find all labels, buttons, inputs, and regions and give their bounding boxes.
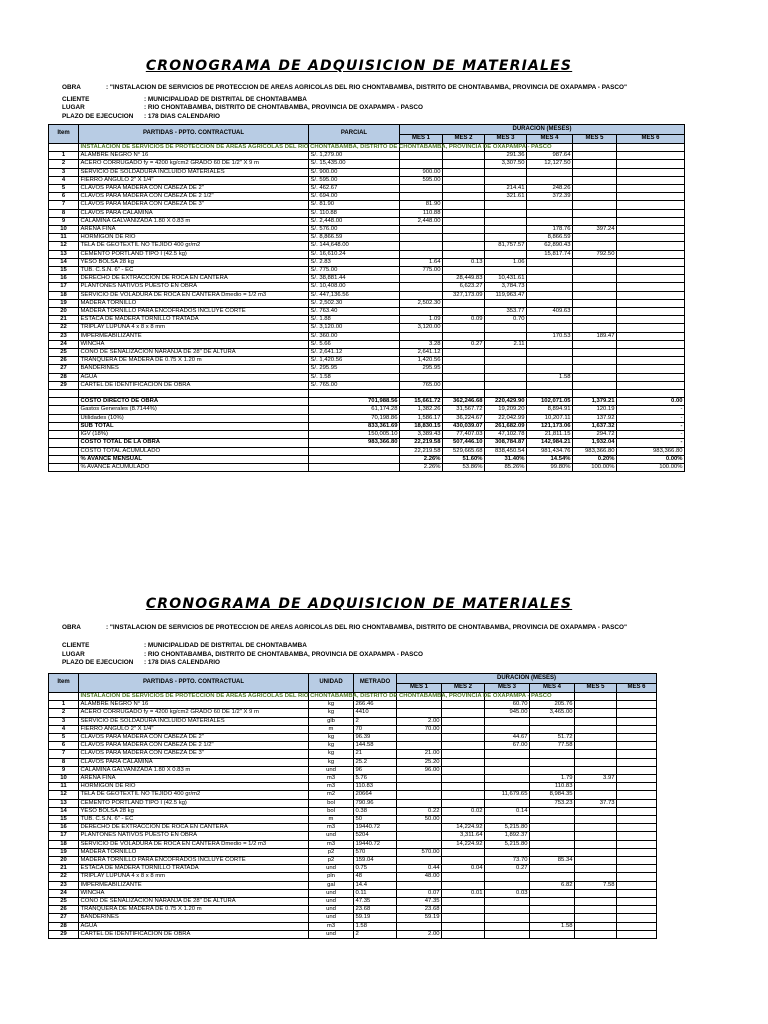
header-month: MES 2	[443, 134, 485, 144]
table-row: 20 MADERA TORNILLO PARA ENCOFRADOS INCLUYE CORTE p2 159.04 73.70 85.34	[49, 857, 657, 865]
summary-row: % AVANCE ACUMULADO 2.26% 53.86% 85.26% 99.80% 100.00% 100.00%	[49, 463, 685, 471]
page-title: CRONOGRAMA DE ADQUISICION DE MATERIALES	[145, 58, 573, 74]
table-row: 22 TRIPLAY LUPUNA 4 x 8 x 8 mm pln 48 48.00	[49, 873, 657, 881]
table-row: 16 DERECHO DE EXTRACCION DE ROCA EN CANTERA S/. 38,881.44 28,449.83 10,431.61	[49, 275, 685, 283]
table-row: 12 TELA DE GEOTEXTIL NO TEJIDO 400 gr/m2 S/. 144,648.00 81,757.57 62,890.43	[49, 242, 685, 250]
summary-row: Utilidades (10%) 70,198.86 1,586.17 36,224.67 22,042.99 10,207.11 137.92 -	[49, 414, 685, 422]
header-month: MES 6	[617, 683, 657, 693]
schedule-cost-sheet: CRONOGRAMA DE ADQUISICION DE MATERIALES OBRA : "INSTALACION DE SERVICIOS DE PROTECCION DE AREAS AGRICOLAS DEL RIO CHONTABAMBA, DISTRITO DE CHONTABAMBA, PROVINCIA DE OXAPAMPA - PASCO" CLIENTE : MUNICIPALIDAD DE DISTRITAL DE CHONTABAMBA LUGAR : RIO CHONTABAMBA, DISTRITO DE CHONTABAMBA, PROVINCIA DE OXAPAMPA - PASCO PLAZO DE EJECUCION : 178 DIAS CALENDARIO Item PARTIDAS - PPTO. CONTRACTUAL PARCIAL DURACION (MESES) MES 1 MES 2 MES 3 MES 4 MES 5 MES 6 INSTALACION DE SERVICIOS DE PROTECCION DE AREAS AGRICOLAS DEL RIO CHONTABAMBA, DISTRITO DE CHONTABAMBA, PROVINCIA DE OXAPAMPA - PASCO 1 ALAMBRE NEGRO N° 16 S/. 1,279.00 291.36 987.64 2 ACERO CORRUGADO fy = 4200 kg/cm2 GRADO 60 DE 1/2" X 9 m S/. 15,435.00 3,307.50 12,127.50 3 SERVICIO DE SOLDADURA INCLUIDO MATERIALES S/. 900.00 900.00 4 FIERRO ANGULO 2" X 1/4" S/. 595.00 595.00 5 CLAVOS PARA MADERA CON CABEZA DE 2" S/. 462.67 214.41 248.26 6 CLAVOS PARA MADERA CON CABEZA DE 2 1/2" S/. 694.00 321.61 372.39 7 CLAVOS PARA MADERA CON CABEZA DE 3" S/. 81.90 81.90 8 CLAVOS PARA CALAMINA S/. 110.88 110.88 9 CALAMINA GALVANIZADA 1.80 X 0.83 m S/. 2,448.00 2,448.00 10 ARENA FINA S/. 576.00 178.76 397.24 11 HORMIGON DE RIO S/. 8,866.59 8,866.59 12 TELA DE GEOTEXTIL NO TEJIDO 400 gr/m2 S/. 144,648.00 81,757.57 62,890.43 13 CEMENTO PORTLAND TIPO I (42.5 kg) S/. 16,610.24 15,817.74 792.50 14 YESO BOLSA 28 kg S/. 2.83 1.64 0.13 1.06 15 TUB. C.S.N. 6" - EC S/. 775.00 775.00 16 DERECHO DE EXTRACCION DE ROCA EN CANTERA S/. 38,881.44 28,449.83 10,431.61 17 PLANTONES NATIVOS PUESTO EN OBRA S/. 10,408.00 6,623.27 3,784.73 18 SERVICIO DE VOLADURA DE ROCA EN CANTERA Dmedio = 1/2 m3 S/. 447,136.56 327,173.09 119,963.47 19 MADERA TORNILLO S/. 2,502.30 2,502.30 20 MADERA TORNILLO PARA ENCOFRADOS INCLUYE CORTE S/. 763.40 353.77 409.63 21 ESTACA DE MADERA TORNILLO TRATADA S/. 1.88 1.09 0.09 0.70 22 TRIPLAY LUPUNA 4 x 8 x 8 mm S/. 3,120.00 3,120.00 23 IMPERMEABILIZANTE S/. 360.00 170.53 189.47 24 WINCHA S/. 5.66 3.28 0.27 2.11 25 CONO DE SENALIZACION NARANJA DE 28" DE ALTURA S/. 2,641.12 2,641.12 26 TRANQUERA DE MADERA DE 0.75 X 1.20 m S/. 1,420.56 1,420.56 27 BANDERINES S/. 295.95 295.95 28 AGUA S/. 1.58 1.58 29 CARTEL DE IDENTIFICACION DE OBRA S/. 765.00 765.00 COSTO DIRECTO DE OBRA 701,988.56 15,661.72 362,246.68 220,429.90 102,071.05 1,379.21 0.00 Gastos Generales (8.7144%) 61,174.28 1,382.26 31,567.72 19,209.20 8,894.91 120.19 - Utilidades (10%) 70,198.86 1,586.17 36,224.67 22,042.99 10,207.11 137.92 - SUB TOTAL 833,361.69 18,830.15 430,039.07 261,682.09 121,173.06 1,637.32 - IGV (18%) 150,005.10 3,389.43 77,407.03 47,102.78 21,811.15 294.72 - COSTO TOTAL DE LA OBRA 983,366.80 22,219.58 507,446.10 308,784.87 142,984.21 1,932.04 - COSTO TOTAL ACUMULADO 22,219.58 529,665.68 838,450.54 981,434.76 983,366.80 983,366.80 % AVANCE MENSUAL 2.26% 51.60% 31.40% 14.54% 0.20% 0.00% % AVANCE ACUMULADO 2.26% 53.86% 85.26% 99.80% 100.00% 100.00%	[0, 0, 768, 500]
table-row: 26 TRANQUERA DE MADERA DE 0.75 X 1.20 m und 23.68 23.68	[49, 906, 657, 914]
header-item: Item	[49, 125, 79, 144]
table-row: 2 ACERO CORRUGADO fy = 4200 kg/cm2 GRADO 60 DE 1/2" X 9 m S/. 15,435.00 3,307.50 12,127.50	[49, 160, 685, 168]
table-row: 8 CLAVOS PARA CALAMINA S/. 110.88 110.88	[49, 209, 685, 217]
table-row: 7 CLAVOS PARA MADERA CON CABEZA DE 3" S/. 81.90 81.90	[49, 201, 685, 209]
summary-row: Gastos Generales (8.7144%) 61,174.28 1,382.26 31,567.72 19,209.20 8,894.91 120.19 -	[49, 406, 685, 414]
table-row: 9 CALAMINA GALVANIZADA 1.80 X 0.83 m S/. 2,448.00 2,448.00	[49, 217, 685, 225]
summary-row: SUB TOTAL 833,361.69 18,830.15 430,039.07 261,682.09 121,173.06 1,637.32 -	[49, 422, 685, 430]
header-month: MES 4	[530, 683, 575, 693]
header-month: MES 5	[573, 134, 617, 144]
summary-row: % AVANCE MENSUAL 2.26% 51.60% 31.40% 14.54% 0.20% 0.00%	[49, 455, 685, 463]
table-row: 12 TELA DE GEOTEXTIL NO TEJIDO 400 gr/m2 m2 20664 11,679.65 8,984.35	[49, 791, 657, 799]
table-row: 3 SERVICIO DE SOLDADURA INCLUIDO MATERIALES glb 2 2.00	[49, 717, 657, 725]
table-row: 11 HORMIGON DE RIO S/. 8,866.59 8,866.59	[49, 234, 685, 242]
quantity-schedule-table	[48, 673, 657, 939]
table-row: 17 PLANTONES NATIVOS PUESTO EN OBRA und 5204 3,311.64 1,892.37	[49, 832, 657, 840]
table-row: 21 ESTACA DE MADERA TORNILLO TRATADA und 0.75 0.44 0.04 0.27	[49, 865, 657, 873]
table-row: 1 ALAMBRE NEGRO N° 16 kg 266.46 60.70 205.76	[49, 701, 657, 709]
page-title: CRONOGRAMA DE ADQUISICION DE MATERIALES	[145, 596, 573, 612]
project-description-row	[49, 693, 657, 701]
table-row: 27 BANDERINES und 59.19 59.19	[49, 914, 657, 922]
header-month: MES 6	[617, 134, 685, 144]
table-row: 19 MADERA TORNILLO S/. 2,502.30 2,502.30	[49, 299, 685, 307]
table-row: 27 BANDERINES S/. 295.95 295.95	[49, 365, 685, 373]
header-item: Item	[49, 674, 79, 693]
table-row: 14 YESO BOLSA 28 kg S/. 2.83 1.64 0.13 1.06	[49, 258, 685, 266]
summary-row: COSTO TOTAL ACUMULADO 22,219.58 529,665.68 838,450.54 981,434.76 983,366.80 983,366.80	[49, 447, 685, 455]
header-month: MES 2	[442, 683, 485, 693]
header-duracion: DURACION (MESES)	[400, 125, 685, 135]
header-parcial: PARCIAL	[309, 125, 400, 144]
table-row: 23 IMPERMEABILIZANTE S/. 360.00 170.53 189.47	[49, 332, 685, 340]
table-row: 24 WINCHA S/. 5.66 3.28 0.27 2.11	[49, 340, 685, 348]
table-row: 6 CLAVOS PARA MADERA CON CABEZA DE 2 1/2" S/. 694.00 321.61 372.39	[49, 193, 685, 201]
summary-row: COSTO TOTAL DE LA OBRA 983,366.80 22,219.58 507,446.10 308,784.87 142,984.21 1,932.04 -	[49, 439, 685, 447]
table-row: 18 SERVICIO DE VOLADURA DE ROCA EN CANTERA Dmedio = 1/2 m3 m3 19440.72 14,224.92 5,215.80	[49, 840, 657, 848]
table-row: 10 ARENA FINA S/. 576.00 178.76 397.24	[49, 226, 685, 234]
table-row: 21 ESTACA DE MADERA TORNILLO TRATADA S/. 1.88 1.09 0.09 0.70	[49, 316, 685, 324]
header-month: MES 1	[400, 134, 443, 144]
cost-schedule-table	[48, 124, 685, 472]
summary-row: COSTO DIRECTO DE OBRA 701,988.56 15,661.72 362,246.68 220,429.90 102,071.05 1,379.21 0.00	[49, 398, 685, 406]
schedule-quantity-sheet: CRONOGRAMA DE ADQUISICION DE MATERIALES OBRA : "INSTALACION DE SERVICIOS DE PROTECCION DE AREAS AGRICOLAS DEL RIO CHONTABAMBA, DISTRITO DE CHONTABAMBA, PROVINCIA DE OXAPAMPA - PASCO" CLIENTE : MUNICIPALIDAD DE DISTRITAL DE CHONTABAMBA LUGAR : RIO CHONTABAMBA, DISTRITO DE CHONTABAMBA, PROVINCIA DE OXAPAMPA - PASCO PLAZO DE EJECUCION : 178 DIAS CALENDARIO Item PARTIDAS - PPTO. CONTRACTUAL UNIDAD METRADO DURACION (MESES) MES 1 MES 2 MES 3 MES 4 MES 5 MES 6 INSTALACION DE SERVICIOS DE PROTECCION DE AREAS AGRICOLAS DEL RIO CHONTABAMBA, DISTRITO DE CHONTABAMBA, PROVINCIA DE OXAPAMPA - PASCO 1 ALAMBRE NEGRO N° 16 kg 266.46 60.70 205.76 2 ACERO CORRUGADO fy = 4200 kg/cm2 GRADO 60 DE 1/2" X 9 m kg 4410 945.00 3,465.00 3 SERVICIO DE SOLDADURA INCLUIDO MATERIALES glb 2 2.00 4 FIERRO ANGULO 2" X 1/4" m 70 70.00 5 CLAVOS PARA MADERA CON CABEZA DE 2" kg 96.39 44.67 51.72 6 CLAVOS PARA MADERA CON CABEZA DE 2 1/2" kg 144.58 67.00 77.58 7 CLAVOS PARA MADERA CON CABEZA DE 3" kg 21 21.00 8 CLAVOS PARA CALAMINA kg 25.2 25.20 9 CALAMINA GALVANIZADA 1.80 X 0.83 m und 96 96.00 10 ARENA FINA m3 5.76 1.79 3.97 11 HORMIGON DE RIO m3 110.83 110.83 12 TELA DE GEOTEXTIL NO TEJIDO 400 gr/m2 m2 20664 11,679.65 8,984.35 13 CEMENTO PORTLAND TIPO I (42.5 kg) bol 790.96 753.23 37.73 14 YESO BOLSA 28 kg bol 0.38 0.22 0.02 0.14 15 TUB. C.S.N. 6" - EC m 50 50.00 16 DERECHO DE EXTRACCION DE ROCA EN CANTERA m3 19440.72 14,224.92 5,215.80 17 PLANTONES NATIVOS PUESTO EN OBRA und 5204 3,311.64 1,892.37 18 SERVICIO DE VOLADURA DE ROCA EN CANTERA Dmedio = 1/2 m3 m3 19440.72 14,224.92 5,215.80 19 MADERA TORNILLO p2 570 570.00 20 MADERA TORNILLO PARA ENCOFRADOS INCLUYE CORTE p2 159.04 73.70 85.34 21 ESTACA DE MADERA TORNILLO TRATADA und 0.75 0.44 0.04 0.27 22 TRIPLAY LUPUNA 4 x 8 x 8 mm pln 48 48.00 23 IMPERMEABILIZANTE gal 14.4 6.82 7.58 24 WINCHA und 0.11 0.07 0.01 0.03 25 CONO DE SENALIZACION NARANJA DE 28" DE ALTURA und 47.35 47.35 26 TRANQUERA DE MADERA DE 0.75 X 1.20 m und 23.68 23.68 27 BANDERINES und 59.19 59.19 28 AGUA m3 1.58 1.58 29 CARTEL DE IDENTIFICACION DE OBRA und 2 2.00	[0, 500, 768, 1024]
table-row: 13 CEMENTO PORTLAND TIPO I (42.5 kg) S/. 16,610.24 15,817.74 792.50	[49, 250, 685, 258]
table-row: 25 CONO DE SENALIZACION NARANJA DE 28" DE ALTURA und 47.35 47.35	[49, 898, 657, 906]
header-month: MES 5	[575, 683, 617, 693]
table-row: 15 TUB. C.S.N. 6" - EC S/. 775.00 775.00	[49, 267, 685, 275]
table-row: 10 ARENA FINA m3 5.76 1.79 3.97	[49, 775, 657, 783]
table-row: 26 TRANQUERA DE MADERA DE 0.75 X 1.20 m S/. 1,420.56 1,420.56	[49, 357, 685, 365]
table-row: 25 CONO DE SENALIZACION NARANJA DE 28" DE ALTURA S/. 2,641.12 2,641.12	[49, 349, 685, 357]
table-row: 28 AGUA m3 1.58 1.58	[49, 922, 657, 930]
header-partidas: PARTIDAS - PPTO. CONTRACTUAL	[79, 674, 309, 693]
table-row: 22 TRIPLAY LUPUNA 4 x 8 x 8 mm S/. 3,120.00 3,120.00	[49, 324, 685, 332]
header-unidad: UNIDAD	[309, 674, 354, 693]
project-description: INSTALACION DE SERVICIOS DE PROTECCION DE AREAS AGRICOLAS DEL RIO CHONTABAMBA, DISTRITO DE CHONTABAMBA, PROVINCIA DE OXAPAMPA - PASCO	[80, 693, 552, 699]
table-row: 14 YESO BOLSA 28 kg bol 0.38 0.22 0.02 0.14	[49, 807, 657, 815]
table-row: 17 PLANTONES NATIVOS PUESTO EN OBRA S/. 10,408.00 6,623.27 3,784.73	[49, 283, 685, 291]
table-row: 8 CLAVOS PARA CALAMINA kg 25.2 25.20	[49, 758, 657, 766]
header-month: MES 3	[485, 683, 530, 693]
table-row: 6 CLAVOS PARA MADERA CON CABEZA DE 2 1/2" kg 144.58 67.00 77.58	[49, 742, 657, 750]
table-row: 16 DERECHO DE EXTRACCION DE ROCA EN CANTERA m3 19440.72 14,224.92 5,215.80	[49, 824, 657, 832]
header-duracion: DURACION (MESES)	[397, 674, 657, 684]
table-row: 7 CLAVOS PARA MADERA CON CABEZA DE 3" kg 21 21.00	[49, 750, 657, 758]
table-row: 15 TUB. C.S.N. 6" - EC m 50 50.00	[49, 816, 657, 824]
table-row: 23 IMPERMEABILIZANTE gal 14.4 6.82 7.58	[49, 881, 657, 889]
table-row: 13 CEMENTO PORTLAND TIPO I (42.5 kg) bol 790.96 753.23 37.73	[49, 799, 657, 807]
table-row: 29 CARTEL DE IDENTIFICACION DE OBRA und 2 2.00	[49, 930, 657, 938]
table-row: 9 CALAMINA GALVANIZADA 1.80 X 0.83 m und 96 96.00	[49, 766, 657, 774]
table-row: 19 MADERA TORNILLO p2 570 570.00	[49, 848, 657, 856]
table-row: 2 ACERO CORRUGADO fy = 4200 kg/cm2 GRADO 60 DE 1/2" X 9 m kg 4410 945.00 3,465.00	[49, 709, 657, 717]
project-description: INSTALACION DE SERVICIOS DE PROTECCION DE AREAS AGRICOLAS DEL RIO CHONTABAMBA, DISTRITO DE CHONTABAMBA, PROVINCIA DE OXAPAMPA - PASCO	[80, 144, 552, 150]
table-row: 24 WINCHA und 0.11 0.07 0.01 0.03	[49, 889, 657, 897]
project-description-row	[49, 144, 685, 152]
header-partidas: PARTIDAS - PPTO. CONTRACTUAL	[79, 125, 309, 144]
header-month: MES 4	[527, 134, 573, 144]
table-row: 20 MADERA TORNILLO PARA ENCOFRADOS INCLUYE CORTE S/. 763.40 353.77 409.63	[49, 308, 685, 316]
summary-row: IGV (18%) 150,005.10 3,389.43 77,407.03 47,102.78 21,811.15 294.72 -	[49, 431, 685, 439]
header-month: MES 3	[485, 134, 527, 144]
table-row: 11 HORMIGON DE RIO m3 110.83 110.83	[49, 783, 657, 791]
table-row: 4 FIERRO ANGULO 2" X 1/4" S/. 595.00 595.00	[49, 176, 685, 184]
table-row: 1 ALAMBRE NEGRO N° 16 S/. 1,279.00 291.36 987.64	[49, 152, 685, 160]
table-row: 3 SERVICIO DE SOLDADURA INCLUIDO MATERIALES S/. 900.00 900.00	[49, 168, 685, 176]
header-metrado: METRADO	[354, 674, 397, 693]
table-row: 5 CLAVOS PARA MADERA CON CABEZA DE 2" kg 96.39 44.67 51.72	[49, 734, 657, 742]
table-row: 4 FIERRO ANGULO 2" X 1/4" m 70 70.00	[49, 725, 657, 733]
table-row: 5 CLAVOS PARA MADERA CON CABEZA DE 2" S/. 462.67 214.41 248.26	[49, 185, 685, 193]
separator-row	[49, 390, 685, 398]
table-row: 29 CARTEL DE IDENTIFICACION DE OBRA S/. 765.00 765.00	[49, 381, 685, 389]
table-row: 18 SERVICIO DE VOLADURA DE ROCA EN CANTERA Dmedio = 1/2 m3 S/. 447,136.56 327,173.09 119,963.47	[49, 291, 685, 299]
table-row: 28 AGUA S/. 1.58 1.58	[49, 373, 685, 381]
header-month: MES 1	[397, 683, 442, 693]
